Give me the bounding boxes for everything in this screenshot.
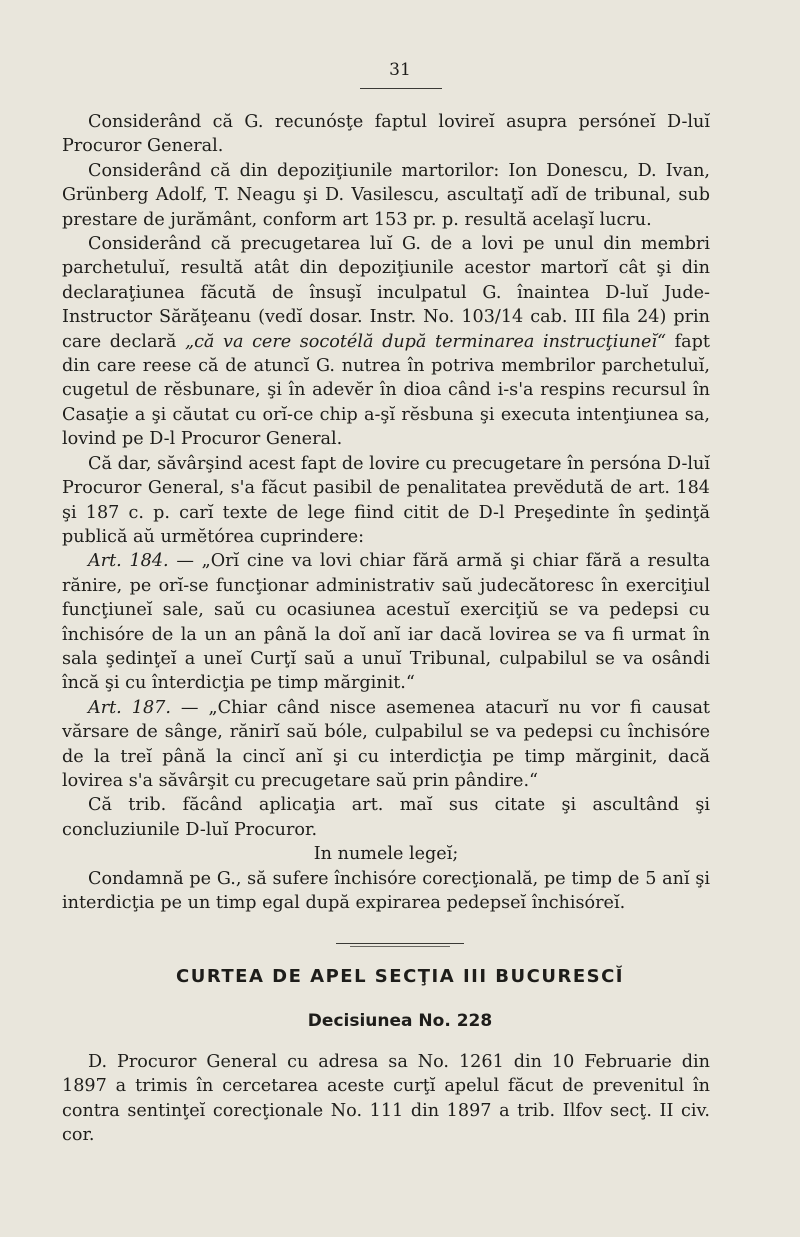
article-184 <box>62 549 710 695</box>
article-187-label: Art. 187. <box>88 697 171 718</box>
article-187-text: — „Chiar când nisce asemenea atacurĭ nu vor fi causat vărsare de sânge, rănirĭ saŭ bóle, culpabilul se va pedepsi cu închisóre de la treĭ până la cincĭ anĭ şi cu interdicţia pe timp mărginit, dacă lovirea s'a săvârşit cu precugetare saŭ prin pândire.“ <box>62 697 711 791</box>
paragraph-3-end: fapt din care reese că de atuncĭ G. nutrea în potriva membrilor parchetuluĭ, cugetul de rĕsbunare, şi în adevĕr în dioa când i-s'a respins recursul în Casaţie a şi căutat cu orĭ-ce chip a-şĭ rĕsbuna şi executa intenţiunea sa, lovind pe D-l Procuror General. <box>62 331 710 450</box>
paragraph-3-start: Considerând că precugetarea luĭ G. de a lovi pe unul din membri parchetuluĭ, resultă atât din depoziţiunile acestor martorĭ cât şi din declaraţiunea făcută de însuşĭ inculpatul G. înaintea D-luĭ Jude-Instructor Sărăţeanu (vedĭ dosar. Instr. No. 103/14 cab. III fila 24) prin care declară <box>62 234 710 352</box>
paragraph-1: Considerând că G. recunósţe faptul lovireĭ asupra persóneĭ D-luĭ Procuror General. <box>62 112 710 157</box>
article-184-text: — „Orĭ cine va lovi chiar fără armă şi chiar fără a resulta rănire, pe orĭ-se funcţionar administrativ saŭ judecătoresc în exerciţiul funcţiuneĭ sale, saŭ cu ocasiunea acestuĭ exerciţiŭ se va pedepsi cu închisóre de la un an până la doĭ anĭ iar dacă lovirea se va fi urmat în sala şedinţeĭ a uneĭ Curţĭ saŭ a unuĭ Tribunal, culpabilul se va osândi încă şi cu înterdicţia pe timp mărginit.“ <box>62 551 710 694</box>
in-the-name-of-law: In numele legeĭ; <box>313 844 459 865</box>
header-rule <box>360 88 442 89</box>
section-title: CURTEA DE APEL SECŢIA III BUCURESCĬ <box>176 966 624 987</box>
judgment-body <box>62 110 710 915</box>
section-paragraph: D. Procuror General cu adresa sa No. 1261 din 10 Februarie din 1897 a trimis în cercetarea aceste curţĭ apelul făcut de prevenitul în contra sentinţeĭ corecţionale No. 111 din 1897 a trib. Ilfov secţ. II civ. cor. <box>62 1052 710 1146</box>
paragraph-7: Că trib. făcând aplicaţia art. maĭ sus citate şi ascultând şi concluziunile D-luĭ Procuror. <box>62 795 710 840</box>
paragraph-2: Considerând că din depoziţiunile martorilor: Ion Donescu, D. Ivan, Grünberg Adolf, T. Neagu şi D. Vasilescu, ascultaţĭ adĭ de tribunal, sub prestare de jurământ, conform art 153 pr. p. resultă acelaşĭ lucru. <box>62 160 710 230</box>
page-number: 31 <box>389 60 411 80</box>
paragraph-4: Că dar, săvârşind acest fapt de lovire cu precugetare în persóna D-luĭ Procuror General, s'a făcut pasibil de penalitatea prevĕdută de art. 184 şi 187 c. p. carĭ texte de lege fiind citit de D-l Preşedinte în şedinţă publică aŭ urmĕtórea cuprindere: <box>62 453 710 547</box>
section-divider-inner <box>350 946 450 947</box>
quoted-declaration: „că va cere socotélă după terminarea instrucţiuneĭ“ <box>184 331 667 352</box>
paragraph-3 <box>62 232 710 452</box>
article-184-label: Art. 184. <box>88 551 169 572</box>
section-body <box>62 1050 710 1148</box>
sentence-paragraph: Condamnă pe G., să sufere închisóre corecţională, pe timp de 5 anĭ şi interdicţia pe un timp egal după expirarea pedepseĭ închisóreĭ. <box>62 868 710 913</box>
decision-title: Decisiunea No. 228 <box>307 1011 493 1031</box>
section-divider <box>336 943 464 944</box>
article-187 <box>62 696 710 794</box>
